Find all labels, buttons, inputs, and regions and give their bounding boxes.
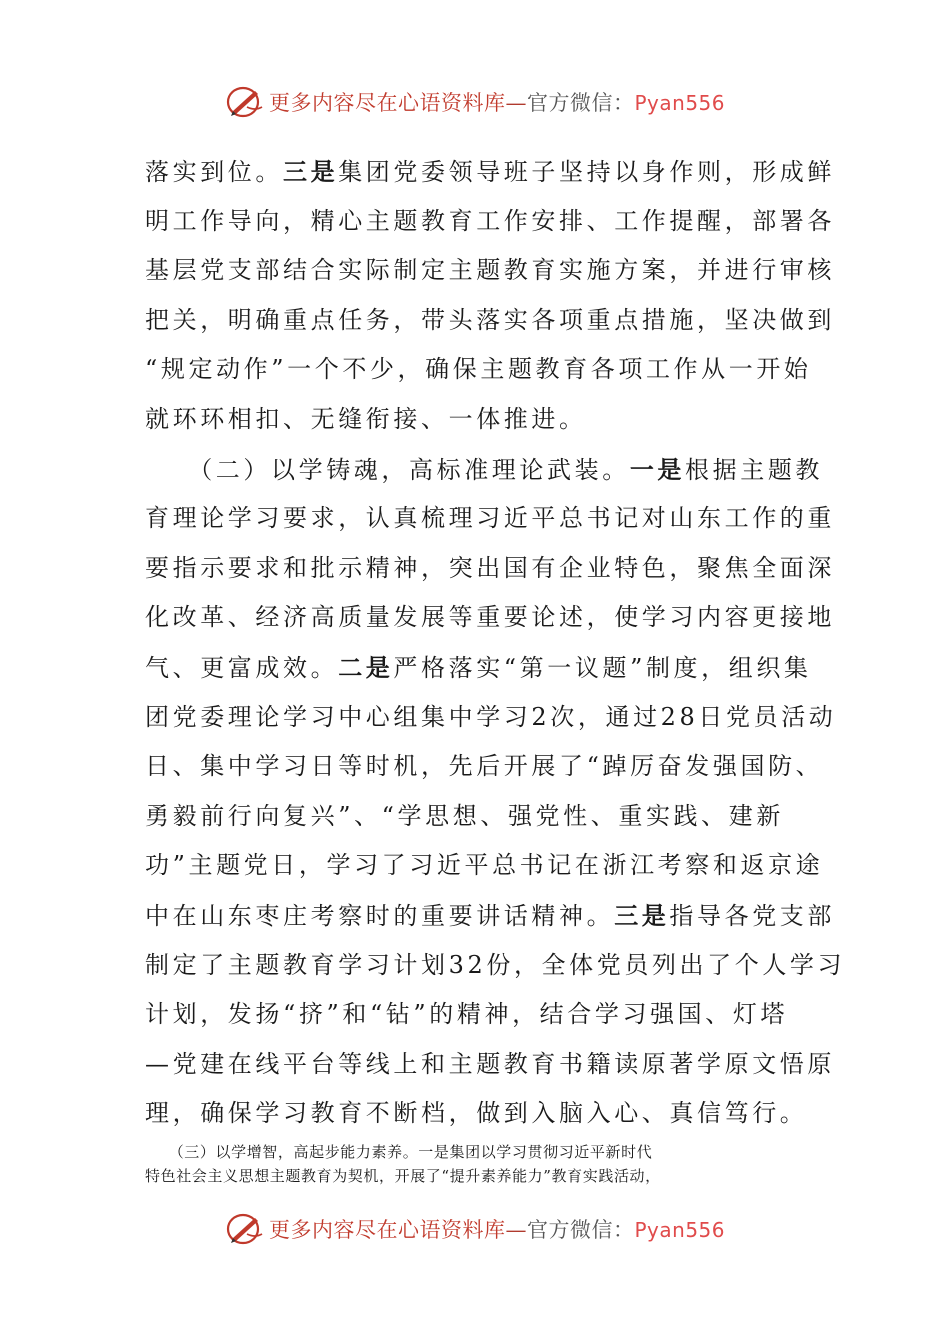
text-line [145, 792, 805, 842]
bold-marker: 三是 [283, 157, 339, 186]
text-run: 化改革、经济高质量发展等重要论述，使学习内容更接地 [145, 603, 835, 632]
text-run: （二）以学铸魂，高标准理论武装。 [145, 455, 630, 484]
text-line [145, 891, 836, 941]
text-run: —党建在线平台等线上和主题教育书籍读原著学原文悟原 [145, 1049, 835, 1078]
text-run: 就环环相扣、无缝衔接、一体推进。 [145, 404, 587, 433]
text-line [145, 841, 824, 891]
text-run: 日、集中学习日等时机，先后开展了“踔厉奋发强国防、 [145, 752, 824, 781]
banner-dash: — [505, 1218, 527, 1242]
text-run: 气、更富成效。 [145, 653, 339, 682]
text-run: 中在山东枣庄考察时的重要讲话精神。 [145, 901, 615, 930]
bold-marker: 二是 [338, 652, 394, 682]
text-run: 功”主题党日，学习了习近平总书记在浙江考察和返京途 [145, 851, 824, 880]
pen-in-circle-logo-icon [225, 1212, 265, 1246]
text-run: 根据主题教 [685, 455, 824, 484]
header-banner [0, 82, 950, 122]
banner-wechat-label: 官方微信： [526, 1218, 635, 1242]
text-run: 计划，发扬“挤”和“钻”的精神，结合学习强国、灯塔 [145, 1000, 789, 1029]
text-line [145, 693, 837, 743]
text-run: 制定了主题教育学习计划32份，全体党员列出了个人学习 [145, 950, 846, 979]
banner-site-name: 更多内容尽在心语资料库 [268, 1218, 506, 1242]
text-line [145, 147, 836, 197]
document-small-text [145, 1140, 805, 1188]
text-run: “规定动作”一个不少，确保主题教育各项工作从一开始 [145, 355, 812, 384]
text-line [145, 990, 805, 1040]
bold-marker: 三是 [614, 900, 670, 930]
text-run: 基层党支部结合实际制定主题教育实施方案，并进行审核 [145, 256, 835, 285]
text-line [145, 197, 835, 247]
text-run: 育理论学习要求，认真梳理习近平总书记对山东工作的重 [145, 504, 835, 533]
text-line [145, 296, 835, 346]
text-line [145, 941, 846, 991]
banner-wechat-id: Pyan556 [634, 91, 725, 115]
text-run: 勇毅前行向复兴”、“学思想、强党性、重实践、建新 [145, 801, 784, 830]
text-run: 要指示要求和批示精神，突出国有企业特色，聚焦全面深 [145, 553, 835, 582]
text-run: 理，确保学习教育不断档，做到入脑入心、真信笃行。 [145, 1099, 808, 1128]
banner-wechat-label: 官方微信： [526, 91, 635, 115]
small-text-line: （三）以学增智，高起步能力素养。一是集团以学习贯彻习近平新时代 [145, 1143, 653, 1161]
text-line [145, 395, 805, 445]
banner-text [269, 87, 725, 117]
banner-wechat-id: Pyan556 [634, 1218, 725, 1242]
text-line [145, 345, 812, 395]
text-run: 明工作导向，精心主题教育工作安排、工作提醒，部署各 [145, 206, 835, 235]
text-run: 严格落实“第一议题”制度，组织集 [393, 653, 812, 682]
small-text-line: 特色社会主义思想主题教育为契机，开展了“提升素养能力”教育实践活动， [145, 1167, 661, 1185]
text-line [145, 445, 824, 495]
text-line [145, 544, 835, 594]
banner-site-name: 更多内容尽在心语资料库 [268, 91, 506, 115]
text-line [145, 494, 835, 544]
text-run: 集团党委领导班子坚持以身作则，形成鲜 [338, 158, 836, 186]
text-run: 指导各党支部 [669, 901, 836, 930]
footer-banner [0, 1209, 950, 1249]
text-line [145, 1040, 835, 1090]
text-line [145, 643, 812, 693]
pen-in-circle-logo-icon [225, 85, 265, 119]
text-line [145, 1089, 808, 1139]
banner-text [269, 1214, 725, 1244]
document-body [145, 147, 846, 1139]
bold-marker: 一是 [629, 454, 686, 484]
text-run: 团党委理论学习中心组集中学习2次，通过28日党员活动 [145, 702, 837, 731]
text-run: 落实到位。 [145, 158, 283, 186]
text-line [145, 246, 835, 296]
banner-dash: — [505, 91, 527, 115]
text-line [145, 742, 824, 792]
text-run: 把关，明确重点任务，带头落实各项重点措施，坚决做到 [145, 305, 835, 334]
text-line [145, 593, 835, 643]
